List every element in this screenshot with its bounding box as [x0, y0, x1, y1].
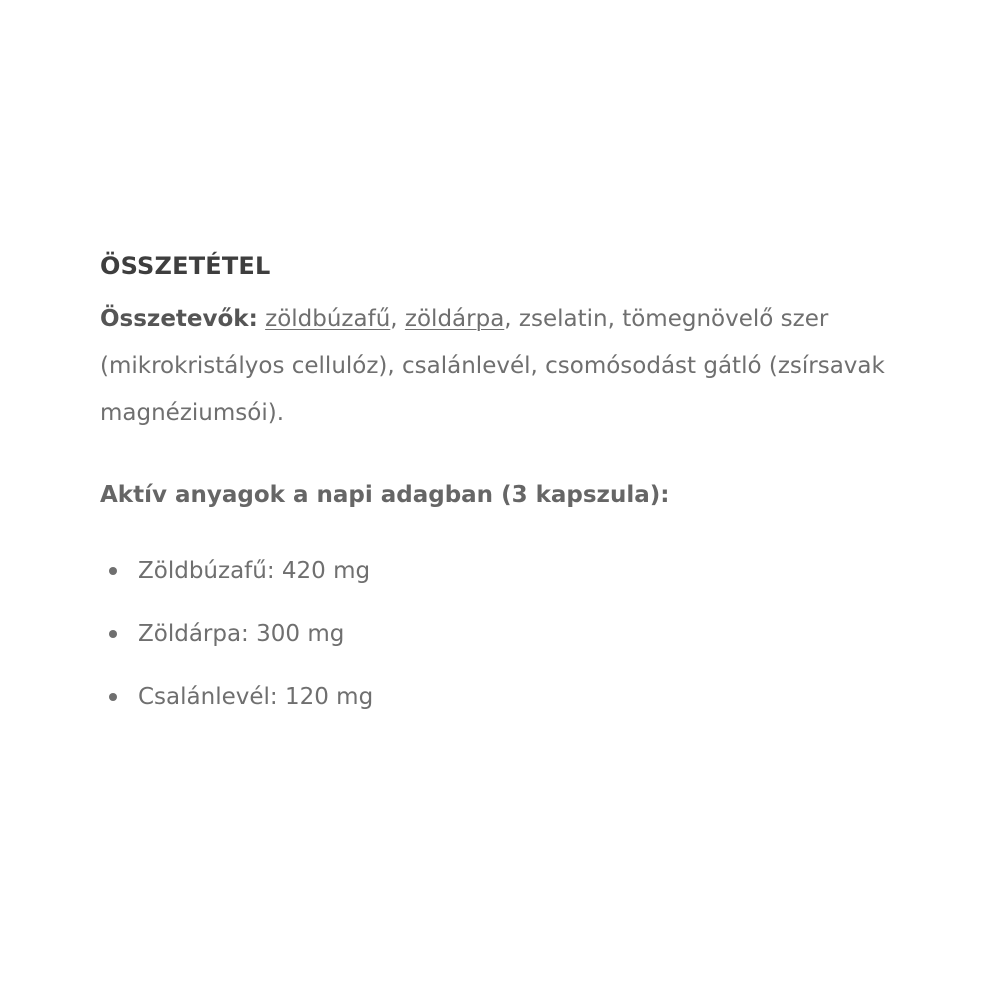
link-wheatgrass[interactable]: zöldbúzafű — [265, 306, 391, 332]
list-item-label: Csalánlevél: 120 mg — [138, 684, 374, 710]
ingredients-rest: , zselatin, tömegnövelő szer (mikrokristályos cellulóz), csalánlevél, csomósodást gátló (zsírsavak magnéziumsói). — [100, 306, 885, 426]
list-item — [100, 618, 920, 650]
list-item-label: Zöldbúzafű: 420 mg — [138, 558, 371, 584]
list-item — [100, 681, 920, 713]
list-item-label: Zöldárpa: 300 mg — [138, 621, 345, 647]
active-ingredients-heading: Aktív anyagok a napi adagban (3 kapszula): — [100, 482, 670, 508]
ingredients-paragraph — [100, 296, 900, 437]
ingredients-lead: Összetevők: — [100, 306, 258, 332]
bullet-icon — [109, 567, 117, 575]
ingredients-separator: , — [390, 306, 405, 332]
link-barley-grass[interactable]: zöldárpa — [404, 306, 505, 332]
bullet-icon — [109, 693, 117, 701]
list-item — [100, 555, 920, 587]
active-ingredients-list — [100, 555, 920, 713]
composition-section — [100, 244, 920, 744]
section-title: ÖSSZETÉTEL — [100, 252, 271, 280]
bullet-icon — [109, 630, 117, 638]
